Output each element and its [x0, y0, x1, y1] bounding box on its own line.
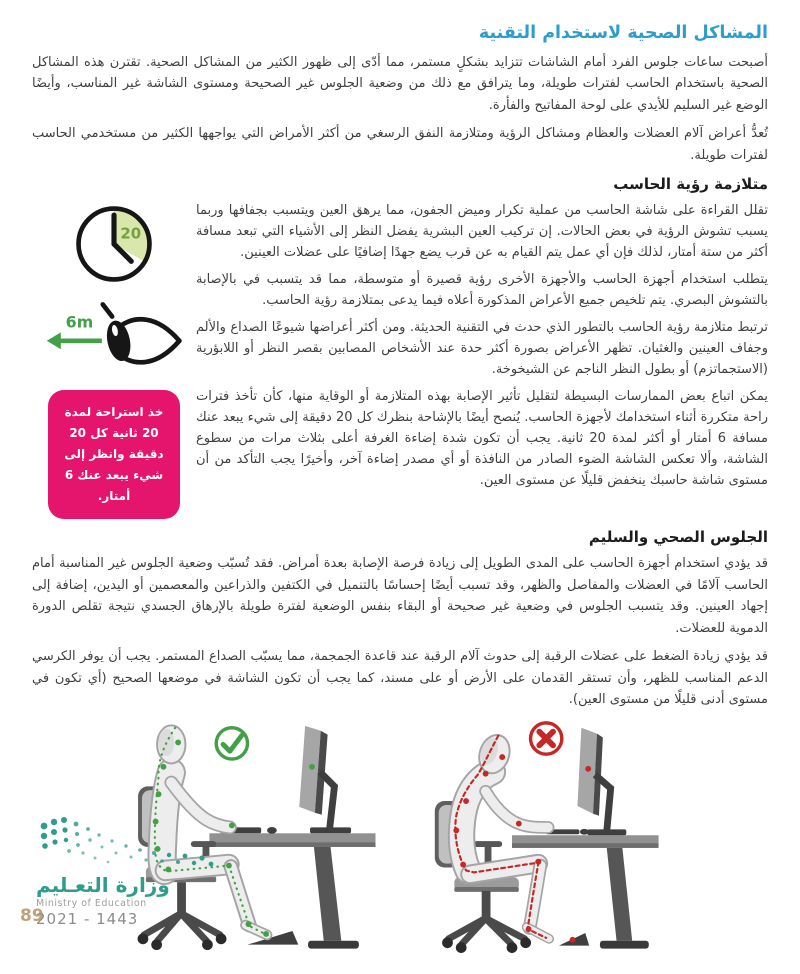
intro-paragraph-1: أصبحت ساعات جلوس الفرد أمام الشاشات تتزايد بشكلٍ مستمر، مما أدّى إلى ظهور الكثير من المشاكل الصحية. تقترن هذه المشاكل الصحية باستخدام الحاسب لفترات طويلة، وما يترافق مع ذلك من وضعية الجلوس غير الصحيحة ومستوى الشاشة غير المناسب، وأيضًا الوضع غير السليم للأيدي على لوحة المفاتيح والفأرة.: [32, 54, 768, 113]
person-incorrect: [462, 731, 550, 939]
cvs-text-column: [196, 200, 768, 497]
cvs-paragraph-1: تقلل القراءة على شاشة الحاسب من عملية تكرار وميض الجفون، مما يرهق العين ويتسبب بجفافها وربما يسبب تشوش الرؤية في بعض الحالات. إن تركيب العين البشرية يفضل النظر إلى الأشياء التي تبعد مسافة أكثر من ستة أمتار، لذلك فإن أي عمل يتم القيام به عن قرب يضع جهدًا إضافيًا على عضلات العينين.: [196, 203, 768, 261]
cvs-section-heading: متلازمة رؤية الحاسب: [613, 175, 768, 194]
distance-label: 6m: [65, 312, 94, 332]
clock-20-minutes-icon: [72, 202, 156, 286]
cvs-paragraph-4: يمكن اتباع بعض الممارسات البسيطة لتقليل تأثير الإصابة بهذه المتلازمة أو الوقاية منها، كأن تأخذ فترات راحة متكررة أثناء استخدامك لأجهزة الحاسب. يُنصح أيضًا بالإشاحة بنظرك كل 20 دقيقة إلى شيء يبعد عنك مسافة 6 أمتار أو أكثر لمدة 20 ثانية. يجب أن تكون شدة إضاءة الغرفة أعلى بثلاث مرات من سطوع الشاشة، وألا تعكس الشاشة الضوء الصادر من النافذة أو أي مصدر إضاءة آخر، وأخيرًا يجب التأكد من أن مستوى شاشة حاسبك ينخفض قليلًا عن مستوى العين.: [196, 389, 769, 489]
ministry-logo-english: Ministry of Education: [36, 897, 147, 909]
ministry-logo-arabic: وزارة التعـليم: [36, 872, 170, 897]
sitting-paragraph-1: قد يؤدي استخدام أجهزة الحاسب على المدى الطويل إلى زيادة فرصة الإصابة بعدة أمراض. فقد تُسبّب وضعية الجلوس غير المناسبة أمام الحاسب آلامًا في العضلات والمفاصل والظهر، وقد تسبب أيضًا إحساسًا بالتنميل في الكتفين والذراعين والمعصمين أو اليدين، إضافة إلى إجهاد العينين. وقد يتسبب الجلوس في وضعية غير صحيحة أو البقاء بنفس الوضعية لفترة طويلة بالإرهاق الجسدي نتيجة تقلص الدورة الدموية للعضلات.: [32, 556, 768, 636]
cvs-paragraph-3: ترتبط متلازمة رؤية الحاسب بالتطور الذي حدث في التقنية الحديثة. ومن أكثر أعراضها شيوعًا الصداع والألم وجفاف العينين والغثيان. تظهر الأعراض بصورة أكثر حدة عند الأشخاص المصابين بقصر النظر أو اللابؤرية (الاستجماتزم) أو بطول النظر الناجم عن الشيخوخة.: [196, 320, 768, 378]
ministry-logo-years: 2021 - 1443: [36, 909, 139, 928]
sitting-paragraph-2: قد يؤدي زيادة الضغط على عضلات الرقبة إلى حدوث آلام الرقبة عند قاعدة الجمجمة، مما يسبّب الصداع المستمر. يجب أن يوفر الكرسي الدعم المناسب للظهر، وأن تستقر القدمان على الأرض أو على مسند، كما يجب أن تكون الشاشة في موضعها الصحيح (أي تكون في مستوى أدنى قليلًا من مستوى العين).: [32, 649, 768, 708]
correct-check-icon: [216, 728, 247, 759]
page-title: المشاكل الصحية لاستخدام التقنية: [478, 23, 768, 43]
incorrect-posture-illustration: [393, 718, 758, 974]
ministry-logo: [36, 814, 226, 928]
cvs-section: [32, 200, 768, 519]
clock-minutes-label: 20: [120, 224, 142, 243]
ministry-logo-dots-icon: [36, 814, 221, 870]
cvs-paragraph-2: يتطلب استخدام أجهزة الحاسب والأجهزة الأخرى رؤية قصيرة أو متوسطة، مما قد يتسبب في بالإصابة بالتشوش البصري. يتم تلخيص جميع الأعراض المذكورة أعلاه فيما يدعى بمتلازمة رؤية الحاسب.: [196, 272, 768, 309]
eye-distance-icon: [44, 300, 184, 376]
sitting-section-heading: الجلوس الصحي والسليم: [588, 528, 768, 547]
rest-tip-badge: خذ استراحة لمدة 20 ثانية كل 20 دقيقة وانظر إلى شيء يبعد عنك 6 أمتار.: [48, 390, 180, 519]
monitor: [299, 726, 351, 833]
intro-paragraph-2: تُعدُّ أعراض آلام العضلات والعظام ومشاكل الرؤية ومتلازمة النفق الرسغي من أكثر الأمراض التي يواجهها الكثير من مستخدمي الحاسب لفترات طويلة.: [32, 126, 768, 163]
page-number: 89: [20, 906, 44, 926]
eye-icon: [103, 305, 180, 364]
posture-figures: [22, 718, 778, 974]
incorrect-x-icon: [531, 723, 562, 754]
distance-arrow-icon: [47, 313, 102, 349]
cvs-icon-column: [32, 200, 196, 519]
monitor: [577, 728, 626, 835]
